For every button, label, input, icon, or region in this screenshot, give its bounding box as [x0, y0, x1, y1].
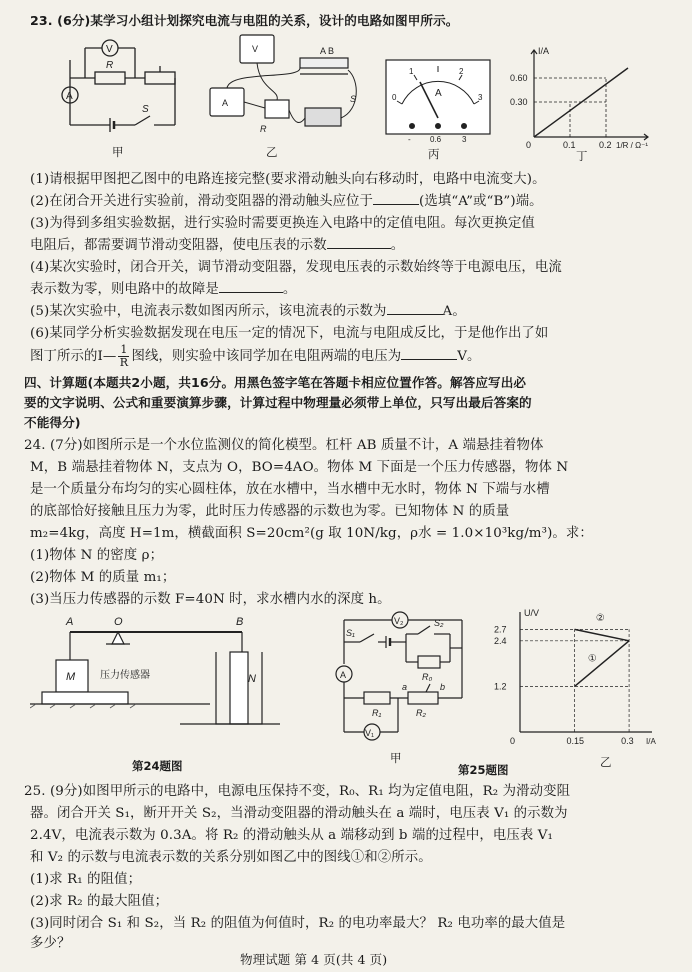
q24-line1: 24. (7分)如图所示是一个水位监测仪的简化模型。杠杆 AB 质量不计，A 端悬挂着物体	[24, 438, 544, 453]
q23-part4-line2: 表示数为零，则电路中的故障是 。	[30, 282, 297, 297]
ding-x-axis-label: 1/R / Ω⁻¹	[616, 141, 648, 150]
q25-line1: 25. (9分)如图甲所示的电路中，电源电压保持不变，R₀、R₁ 均为定值电阻，R₂ 为滑动变阻	[24, 784, 571, 799]
ui-y-tick-1: 2.4	[494, 635, 507, 646]
section4-instructions-3: 不能得分)	[24, 415, 81, 430]
q23-part6-line1: (6)某同学分析实验数据发现在电压一定的情况下，电流与电阻成反比，于是他作出了如	[30, 326, 549, 341]
ui-series-line-1	[575, 629, 630, 640]
answer-blank-2[interactable]	[373, 192, 419, 205]
q24-part2: (2)物体 M 的质量 m₁；	[30, 570, 176, 585]
svg-text:R: R	[260, 124, 267, 134]
ding-y-tick-060: 0.60	[510, 73, 528, 83]
object-n-label: N	[248, 673, 256, 685]
section4-instructions-1: 四、计算题(本题共2小题，共16分。用黑色签字笔在答题卡相应位置作答。解答应写出必	[24, 375, 527, 390]
q25-part3-cont: 多少？	[30, 936, 71, 951]
ammeter-mark-1: 1	[409, 67, 414, 76]
q23-part5: (5)某次实验中，电流表示数如图丙所示，该电流表的示数为 A。	[30, 304, 466, 319]
q24-part1: (1)物体 N 的密度 ρ；	[30, 548, 164, 563]
q25-fig-caption: 第25题图	[458, 763, 509, 777]
answer-blank-3[interactable]	[327, 236, 391, 249]
ammeter-terminal-3: 3	[462, 135, 467, 144]
svg-text:S: S	[350, 94, 357, 104]
q23-fig-jia-circuit	[50, 30, 190, 140]
q24-line3: 是一个质量分布均匀的实心圆柱体，放在水槽中，当水槽中无水时，物体 N 下端与水槽	[30, 482, 550, 497]
q25-line2: 器。闭合开关 S₁，断开开关 S₂，当滑动变阻器的滑动触头在 a 端时，电压表 V₁ 的示数为	[30, 806, 568, 821]
q25-fig-jia-label: 甲	[390, 751, 402, 765]
ding-y-tick-030: 0.30	[510, 97, 528, 107]
q23-part6-line2: 图丁所示的I— $\frac{1}{R}$ 图线，则实验中该同学加在电阻两端的电压为 V。	[30, 343, 481, 369]
q25-line3: 2.4V，电流表示数为 0.3A。将 R₂ 的滑动触头从 a 端移动到 b 端的过程中，电压表 V₁	[30, 828, 553, 843]
q25-part2: (2)求 R₂ 的最大阻值；	[30, 894, 169, 909]
q23-part2: (2)在闭合开关进行实验前，滑动变阻器的滑动触头应位于 (选填“A”或“B”)端。	[30, 194, 543, 209]
svg-text:S: S	[142, 104, 149, 115]
resistor-r1-label: R₁	[372, 708, 382, 718]
q25-fig-yi-chart	[490, 606, 660, 756]
q25-part3: (3)同时闭合 S₁ 和 S₂，当 R₂ 的阻值为何值时，R₂ 的电功率最大？ R₂ 电功率的最大值是	[30, 916, 566, 931]
fig-yi-label: 乙	[266, 145, 278, 159]
ui-y-axis-label: U/V	[524, 608, 540, 618]
ammeter-terminal-06: 0.6	[430, 135, 442, 144]
q23-part4-line1: (4)某次实验时，闭合开关，调节滑动变阻器，发现电压表的示数始终等于电源电压，电流	[30, 260, 562, 275]
q23-part1: (1)请根据甲图把乙图中的电路连接完整(要求滑动触头向右移动时，电路中电流变大)。	[30, 172, 546, 187]
q24-fig-caption: 第24题图	[132, 759, 183, 773]
voltmeter-v2-label: V₂	[394, 616, 404, 626]
ammeter-terminal-neg: -	[408, 135, 411, 144]
slider-end-b: b	[440, 682, 446, 692]
q23-fig-bing-ammeter	[382, 56, 494, 144]
ammeter-unit: A	[435, 88, 442, 99]
lever-label-b: B	[236, 616, 244, 628]
answer-blank-4[interactable]	[219, 280, 283, 293]
q23-heading: 23. (6分)某学习小组计划探究电流与电阻的关系，设计的电路如图甲所示。	[30, 13, 459, 28]
svg-text:A B: A B	[320, 46, 335, 56]
fig-bing-label: 丙	[428, 147, 440, 161]
q23-part3-line1: (3)为得到多组实验数据，进行实验时需要更换连入电路中的定值电阻。每次更换定值	[30, 216, 535, 231]
ding-x-tick-02: 0.2	[599, 140, 612, 150]
ding-y-axis-label: I/A	[538, 46, 550, 56]
section4-instructions-2: 要的文字说明、公式和重要演算步骤，计算过程中物理量必须带上单位，只写出最后答案的	[24, 395, 532, 410]
slider-end-a: a	[402, 682, 408, 692]
switch-s1-label: S₁	[346, 628, 355, 638]
ui-x-tick-1: 0.15	[566, 736, 585, 746]
ui-y-tick-0: 1.2	[494, 681, 507, 692]
fig-ding-label: 丁	[576, 149, 588, 163]
q25-fig-jia-circuit	[322, 600, 482, 750]
ui-y-tick-2: 2.7	[494, 624, 507, 635]
q24-line4: 的底部恰好接触且压力为零，此时压力传感器的示数也为零。已知物体 N 的质量	[30, 504, 510, 519]
fig-jia-label: 甲	[112, 145, 124, 159]
svg-text:A: A	[222, 98, 229, 108]
voltmeter-v1-label: V₁	[365, 728, 375, 738]
ammeter-label: A	[340, 670, 347, 680]
pressure-sensor-label: 压力传感器	[100, 670, 150, 681]
switch-s2-label: S₂	[434, 618, 444, 628]
ding-origin: 0	[526, 140, 532, 150]
svg-text:V: V	[106, 44, 113, 55]
object-m-label: M	[66, 671, 76, 683]
one-over-r-fraction: $\frac{1}{R}$	[119, 343, 129, 369]
resistor-r0-label: R₀	[422, 672, 433, 682]
ammeter-mark-3: 3	[478, 93, 483, 102]
q25-fig-yi-label: 乙	[600, 755, 612, 769]
ui-x-tick-0: 0	[510, 736, 516, 746]
ui-x-unit-label: I/A	[646, 737, 656, 746]
svg-text:R: R	[106, 60, 114, 71]
answer-blank-5[interactable]	[387, 302, 443, 315]
q23-fig-ding-graph	[508, 42, 658, 152]
q24-part3: (3)当压力传感器的示数 F=40N 时，求水槽内水的深度 h。	[30, 592, 391, 607]
svg-text:A: A	[66, 91, 73, 102]
q24-line5: m₂=4kg，高度 H=1m，横截面积 S=20cm²(g 取 10N/kg，ρ水 = 1.0×10³kg/m³)。求：	[30, 526, 593, 541]
lever-label-o: O	[114, 616, 123, 628]
ding-x-tick-01: 0.1	[563, 140, 576, 150]
answer-blank-6[interactable]	[401, 347, 457, 360]
q23-fig-yi-apparatus	[200, 30, 370, 145]
lever-label-a: A	[66, 616, 74, 628]
q24-line2: M，B 端悬挂着物体 N，支点为 O，BO=4AO。物体 M 下面是一个压力传感器，物体 N	[30, 460, 569, 475]
resistor-r2-label: R₂	[416, 708, 426, 718]
ui-x-tick-2: 0.3	[621, 736, 634, 746]
q23-part3-line2: 电阻后，都需要调节滑动变阻器，使电压表的示数 。	[30, 238, 405, 253]
ui-series-label-1: ②	[595, 613, 605, 625]
ui-series-line-0	[575, 641, 630, 687]
ammeter-mark-0: 0	[392, 93, 397, 102]
page-footer: 物理试题 第 4 页(共 4 页)	[240, 952, 388, 967]
q25-line4: 和 V₂ 的示数与电流表示数的关系分别如图乙中的图线①和②所示。	[30, 850, 432, 865]
ui-series-label-0: ①	[587, 653, 597, 665]
svg-text:V: V	[252, 44, 259, 54]
q25-part1: (1)求 R₁ 的阻值；	[30, 872, 142, 887]
q24-fig-lever	[30, 612, 280, 742]
ammeter-mark-2: 2	[459, 67, 464, 76]
